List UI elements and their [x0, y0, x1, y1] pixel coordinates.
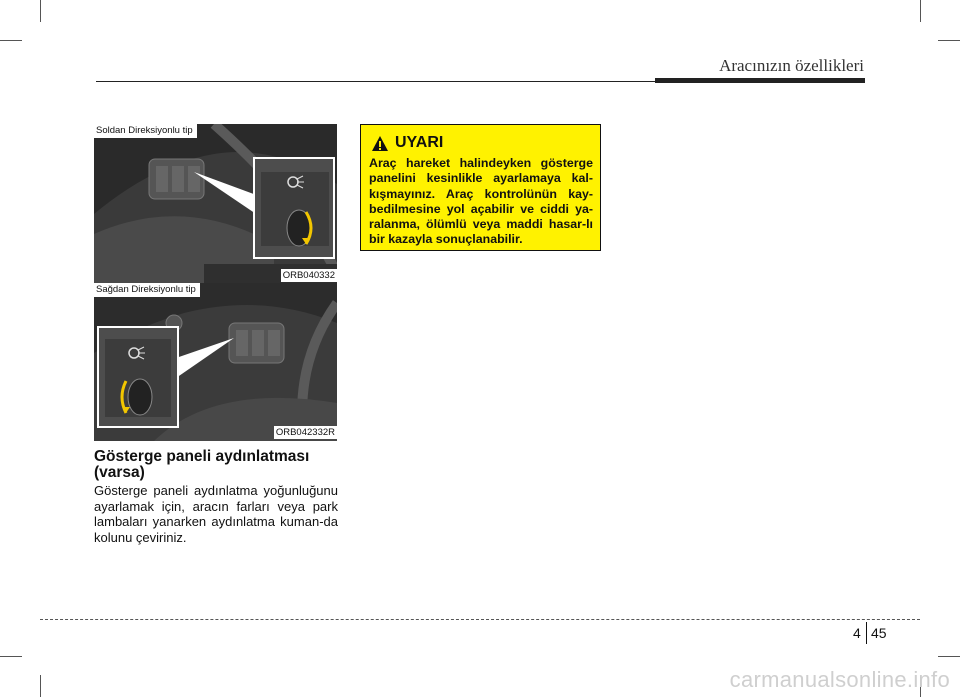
figure-caption: Soldan Direksiyonlu tip [94, 124, 197, 138]
warning-header [371, 134, 443, 152]
crop-mark [938, 40, 960, 41]
section-heading: Gösterge paneli aydınlatması (varsa) [94, 448, 310, 481]
crop-mark [938, 656, 960, 657]
figure-left-hand-drive [94, 124, 337, 284]
chapter-number: 4 [853, 625, 861, 641]
figure-right-hand-drive [94, 283, 337, 441]
crop-mark [40, 675, 41, 697]
watermark: carmanualsonline.info [729, 667, 950, 692]
crop-mark [40, 0, 41, 22]
dashboard-dimmer-photo [94, 283, 337, 441]
footer-rule [40, 619, 920, 620]
body-paragraph: Gösterge paneli aydınlatma yoğunluğunu ayarlamak için, aracın farları veya park lambaları yanarken aydınlatma kuman-da kolunu çeviriniz. [94, 483, 338, 545]
figure-code: ORB040332 [282, 270, 335, 281]
section-title: Aracınızın özellikleri [719, 56, 864, 75]
warning-title: UYARI [395, 134, 444, 151]
warning-box [360, 124, 601, 251]
page-separator [866, 622, 867, 644]
header-rule-thick [655, 78, 865, 83]
warning-triangle-icon [371, 135, 389, 152]
crop-mark [920, 0, 921, 22]
header-rule [96, 81, 656, 82]
warning-text: Araç hareket halindeyken gösterge panelini kesinlikle ayarlamaya kal-kışmayınız. Araç kontrolünün kay-bedilmesine yol açabilir ve ciddi ya-ralanma, ölümlü veya maddi hasar-lı bir kazayla sonuçlanabilir. [369, 156, 593, 247]
figure-caption: Sağdan Direksiyonlu tip [94, 283, 200, 297]
page-number: 45 [871, 625, 887, 641]
figure-code: ORB042332R [275, 427, 335, 438]
dashboard-dimmer-photo [94, 124, 337, 284]
crop-mark [0, 40, 22, 41]
crop-mark [0, 656, 22, 657]
